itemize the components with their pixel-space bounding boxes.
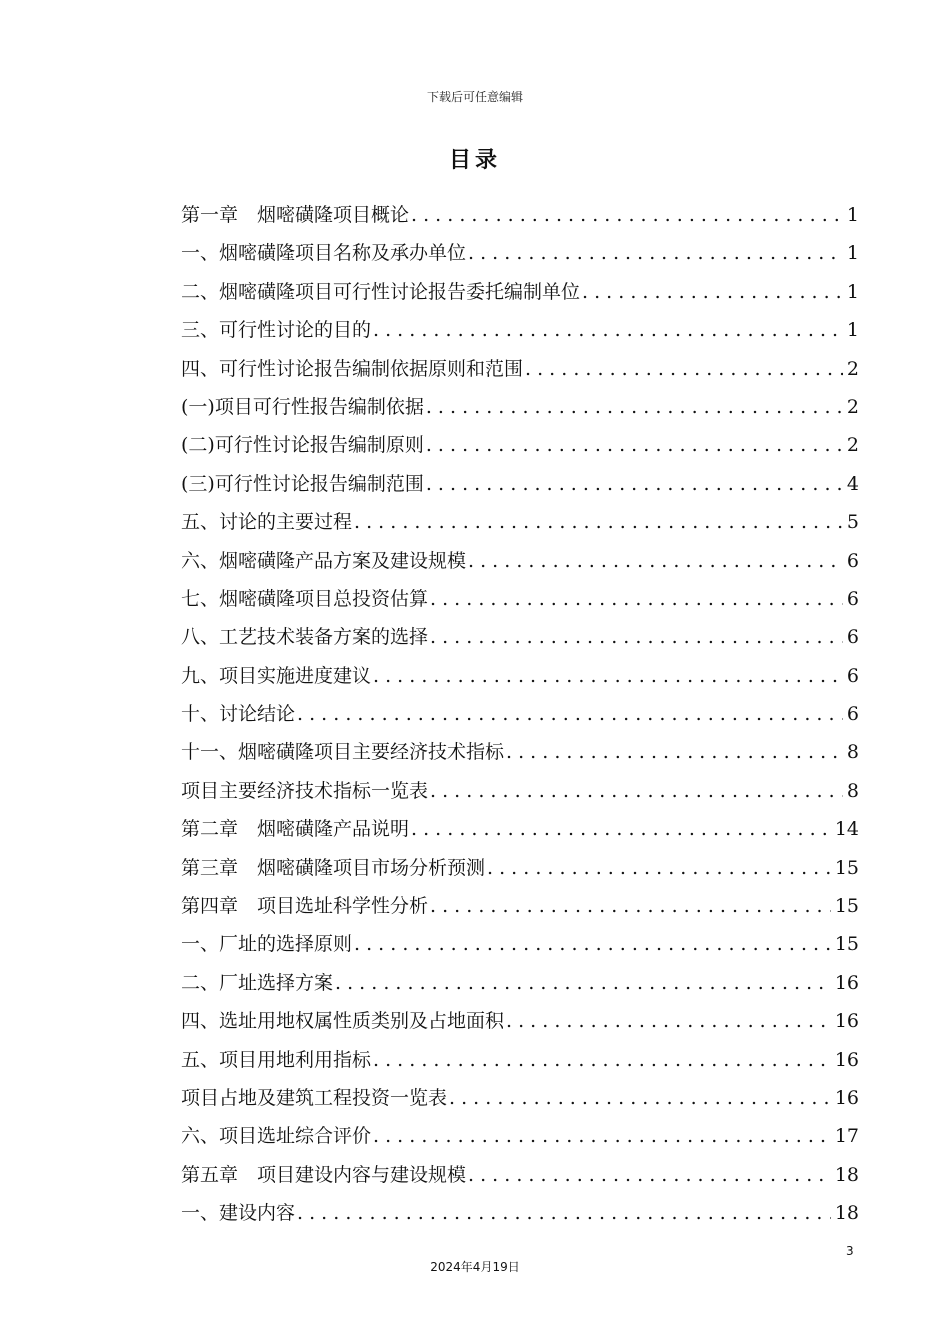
toc-entry-text: 九、项目实施进度建议 [181,664,372,687]
toc-entry-text: 六、项目选址综合评价 [181,1125,372,1148]
toc-entry[interactable] [181,695,859,733]
toc-entry-page: 5 [846,511,859,534]
toc-dot-leader [506,1002,831,1040]
toc-entry-page: 6 [846,587,859,610]
toc-entry-page: 18 [834,1163,859,1186]
toc-entry[interactable] [181,465,859,503]
toc-entry-text: 一、厂址的选择原则 [181,933,353,956]
toc-entry[interactable] [181,196,859,234]
toc-entry-page: 1 [846,319,859,342]
toc-entry-text: 项目主要经济技术指标一览表 [181,779,429,802]
toc-entry-text: 十、讨论结论 [181,703,296,726]
toc-entry[interactable] [181,964,859,1002]
toc-entry-text: 四、选址用地权属性质类别及占地面积 [181,1010,505,1033]
toc-dot-leader [411,810,831,848]
toc-entry[interactable] [181,273,859,311]
toc-dot-leader [430,887,831,925]
toc-entry-page: 2 [846,357,859,380]
toc-dot-leader [373,1117,831,1155]
toc-entry-page: 15 [834,856,859,879]
toc-entry-page: 2 [846,395,859,418]
toc-dot-leader [487,849,831,887]
toc-dot-leader [426,388,843,426]
toc-entry-text: 一、建设内容 [181,1202,296,1225]
toc-dot-leader [373,657,843,695]
toc-entry-page: 17 [834,1125,859,1148]
toc-dot-leader [430,772,843,810]
toc-entry[interactable] [181,426,859,464]
toc-list [181,196,859,1233]
footer-date: 2024年4月19日 [430,1260,520,1274]
toc-entry-text: 五、项目用地利用指标 [181,1048,372,1071]
toc-entry[interactable] [181,350,859,388]
toc-entry[interactable] [181,1117,859,1155]
toc-entry[interactable] [181,1041,859,1079]
toc-entry-page: 16 [834,1010,859,1033]
toc-dot-leader [430,618,843,656]
toc-dot-leader [354,925,831,963]
toc-entry-text: 项目占地及建筑工程投资一览表 [181,1086,448,1109]
toc-entry-page: 2 [846,434,859,457]
toc-dot-leader [297,695,843,733]
toc-entry-text: 十一、烟嘧磺隆项目主要经济技术指标 [181,741,505,764]
toc-dot-leader [525,350,843,388]
toc-entry-page: 15 [834,933,859,956]
toc-entry-text: 第五章 项目建设内容与建设规模 [181,1163,467,1186]
toc-entry-page: 8 [846,779,859,802]
toc-entry-page: 6 [846,549,859,572]
toc-entry-page: 16 [834,1086,859,1109]
header-note: 下载后可任意编辑 [426,90,523,104]
toc-entry-text: 六、烟嘧磺隆产品方案及建设规模 [181,549,467,572]
toc-entry-page: 16 [834,971,859,994]
toc-entry-text: (一)项目可行性报告编制依据 [181,395,424,418]
toc-dot-leader [506,733,843,771]
toc-entry[interactable] [181,925,859,963]
toc-entry-page: 1 [846,280,859,303]
toc-entry-page: 4 [846,472,859,495]
toc-dot-leader [426,465,843,503]
toc-entry-page: 18 [834,1202,859,1225]
toc-entry[interactable] [181,1079,859,1117]
toc-entry-page: 8 [846,741,859,764]
toc-entry-page: 16 [834,1048,859,1071]
toc-entry-page: 6 [846,664,859,687]
toc-entry[interactable] [181,1194,859,1232]
toc-dot-leader [354,503,843,541]
toc-entry-page: 14 [834,818,859,841]
toc-dot-leader [426,426,843,464]
toc-entry-text: (三)可行性讨论报告编制范围 [181,472,424,495]
page-number: 3 [846,1244,854,1258]
toc-entry-page: 1 [846,204,859,226]
toc-entry[interactable] [181,887,859,925]
toc-dot-leader [297,1194,831,1232]
toc-entry-page: 1 [846,242,859,265]
toc-dot-leader [373,311,843,349]
toc-dot-leader [373,1041,831,1079]
toc-dot-leader [468,234,843,272]
toc-dot-leader [430,580,843,618]
toc-entry[interactable] [181,733,859,771]
toc-dot-leader [468,1156,831,1194]
toc-entry-text: 第四章 项目选址科学性分析 [181,895,429,918]
toc-entry[interactable] [181,849,859,887]
toc-entry-text: 第二章 烟嘧磺隆产品说明 [181,818,410,841]
toc-entry-text: 八、工艺技术装备方案的选择 [181,626,429,649]
toc-entry-text: 三、可行性讨论的目的 [181,319,372,342]
toc-dot-leader [449,1079,831,1117]
toc-entry-text: 五、讨论的主要过程 [181,511,353,534]
toc-entry-page: 6 [846,703,859,726]
toc-title: 目录 [448,148,501,173]
toc-entry[interactable] [181,234,859,272]
toc-entry[interactable] [181,311,859,349]
toc-dot-leader [582,273,843,311]
toc-entry[interactable] [181,657,859,695]
toc-entry-text: 第一章 烟嘧磺隆项目概论 [181,204,410,226]
toc-entry-text: 一、烟嘧磺隆项目名称及承办单位 [181,242,467,265]
toc-dot-leader [335,964,831,1002]
toc-entry[interactable] [181,1156,859,1194]
toc-entry-page: 6 [846,626,859,649]
toc-entry[interactable] [181,810,859,848]
toc-entry-text: 二、厂址选择方案 [181,971,334,994]
toc-entry[interactable] [181,388,859,426]
toc-entry-text: 四、可行性讨论报告编制依据原则和范围 [181,357,524,380]
toc-entry[interactable] [181,542,859,580]
toc-entry[interactable] [181,580,859,618]
toc-entry-page: 15 [834,895,859,918]
toc-entry-text: 第三章 烟嘧磺隆项目市场分析预测 [181,856,486,879]
toc-entry-text: 二、烟嘧磺隆项目可行性讨论报告委托编制单位 [181,280,581,303]
toc-dot-leader [411,196,843,234]
toc-entry[interactable] [181,503,859,541]
toc-dot-leader [468,542,843,580]
toc-entry-text: 七、烟嘧磺隆项目总投资估算 [181,587,429,610]
toc-entry[interactable] [181,772,859,810]
toc-entry-text: (二)可行性讨论报告编制原则 [181,434,424,457]
toc-entry[interactable] [181,618,859,656]
toc-entry[interactable] [181,1002,859,1040]
